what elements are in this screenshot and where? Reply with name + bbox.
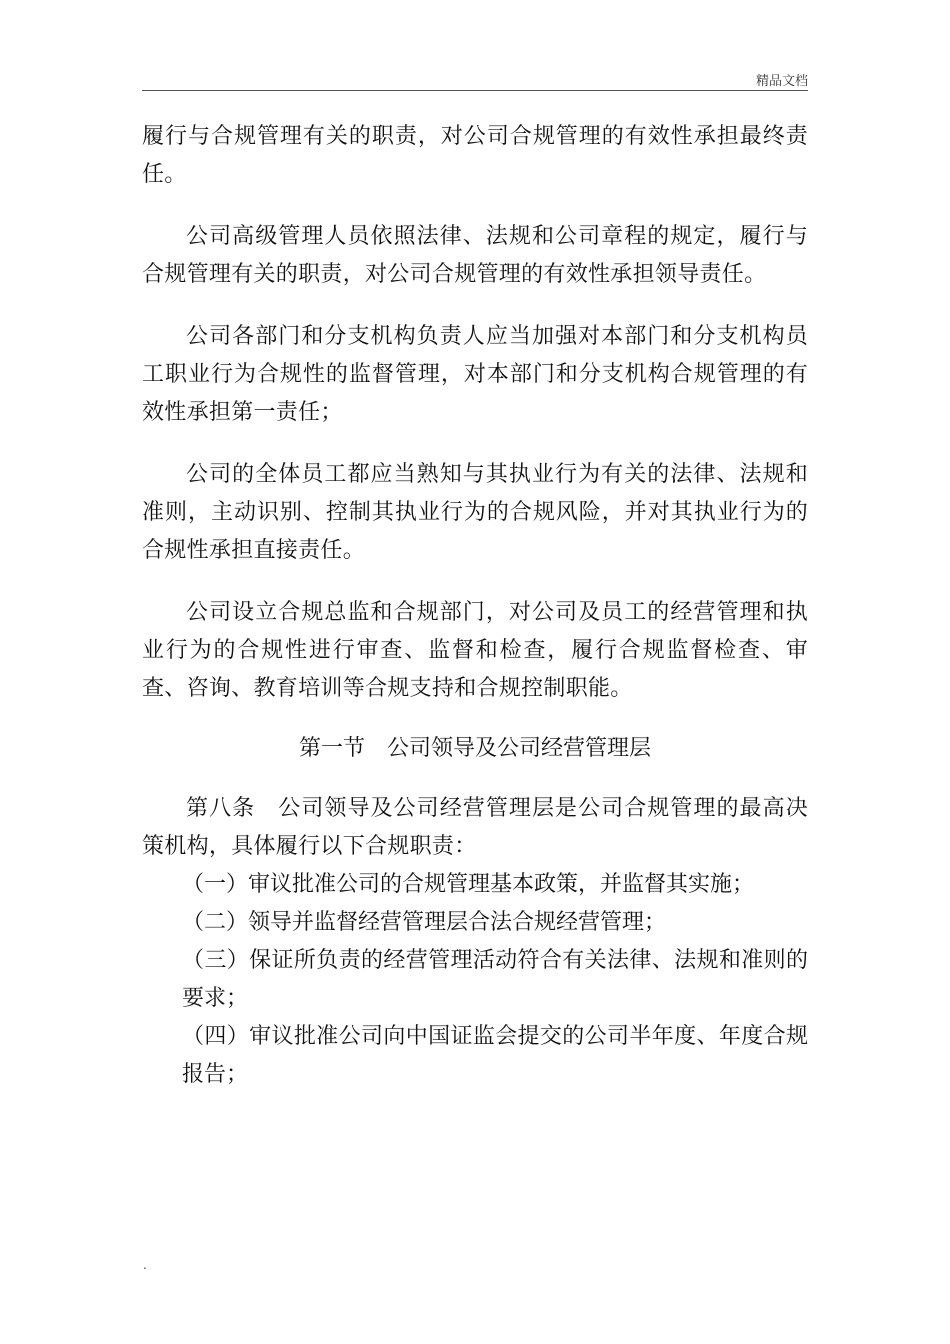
list-item-1: （一）审议批准公司的合规管理基本政策，并监督其实施； xyxy=(182,872,755,897)
header-divider xyxy=(142,90,808,91)
document-body xyxy=(142,118,808,1094)
list-item-4: （四）审议批准公司向中国证监会提交的公司半年度、年度合规报告； xyxy=(182,1024,808,1087)
paragraph-3: 公司各部门和分支机构负责人应当加强对本部门和分支机构员工职业行为合规性的监督管理，对本部门和分支机构合规管理的有效性承担第一责任； xyxy=(142,324,808,425)
section-heading: 第一节 公司领导及公司经营管理层 xyxy=(298,736,651,761)
list-item-2: （二）领导并监督经营管理层合法合规经营管理； xyxy=(182,910,667,935)
article-eight: 第八条 公司领导及公司经营管理层是公司合规管理的最高决策机构，具体履行以下合规职责： xyxy=(142,796,808,859)
paragraph-5: 公司设立合规总监和合规部门，对公司及员工的经营管理和执业行为的合规性进行审查、监督和检查，履行合规监督检查、审查、咨询、教育培训等合规支持和合规控制职能。 xyxy=(142,600,808,701)
paragraph-1: 履行与合规管理有关的职责，对公司合规管理的有效性承担最终责任。 xyxy=(142,124,808,187)
paragraph-2: 公司高级管理人员依照法律、法规和公司章程的规定，履行与合规管理有关的职责，对公司合规管理的有效性承担领导责任。 xyxy=(142,224,808,287)
list-item-3: （三）保证所负责的经营管理活动符合有关法律、法规和准则的要求； xyxy=(182,948,808,1011)
paragraph-4: 公司的全体员工都应当熟知与其执业行为有关的法律、法规和准则，主动识别、控制其执业行为的合规风险，并对其执业行为的合规性承担直接责任。 xyxy=(142,462,808,563)
footer-mark: . xyxy=(143,1258,147,1272)
header-label: 精品文档 xyxy=(755,74,808,89)
